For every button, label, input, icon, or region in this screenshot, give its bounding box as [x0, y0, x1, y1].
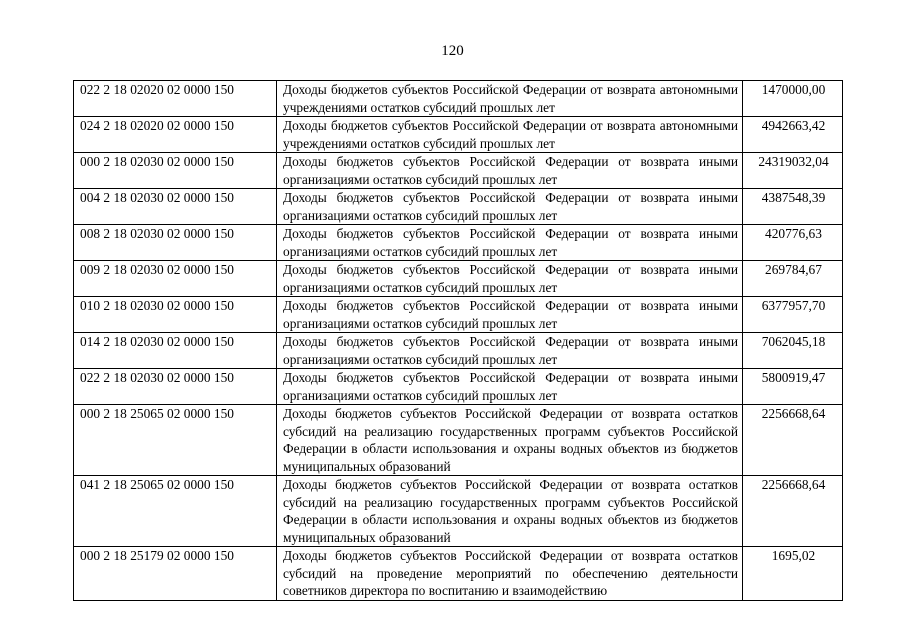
amount-cell: 420776,63	[743, 225, 843, 261]
classification-code-cell: 010 2 18 02030 02 0000 150	[74, 297, 277, 333]
amount-cell: 4387548,39	[743, 189, 843, 225]
revenue-name-cell: Доходы бюджетов субъектов Российской Федерации от возврата иными организациями остатков субсидий прошлых лет	[277, 189, 743, 225]
amount-cell: 4942663,42	[743, 117, 843, 153]
classification-code-cell: 004 2 18 02030 02 0000 150	[74, 189, 277, 225]
table-body	[74, 81, 843, 601]
amount-cell: 1695,02	[743, 547, 843, 601]
revenue-name-cell: Доходы бюджетов субъектов Российской Федерации от возврата иными организациями остатков субсидий прошлых лет	[277, 225, 743, 261]
amount-cell: 7062045,18	[743, 333, 843, 369]
classification-code-cell: 009 2 18 02030 02 0000 150	[74, 261, 277, 297]
revenue-name-cell: Доходы бюджетов субъектов Российской Федерации от возврата иными организациями остатков субсидий прошлых лет	[277, 153, 743, 189]
table-row	[74, 333, 843, 369]
table-row	[74, 261, 843, 297]
amount-cell: 2256668,64	[743, 405, 843, 476]
budget-revenue-table	[73, 80, 843, 601]
table-row	[74, 153, 843, 189]
classification-code-cell: 022 2 18 02030 02 0000 150	[74, 369, 277, 405]
amount-cell: 2256668,64	[743, 476, 843, 547]
revenue-name-cell: Доходы бюджетов субъектов Российской Федерации от возврата иными организациями остатков субсидий прошлых лет	[277, 261, 743, 297]
revenue-name-cell: Доходы бюджетов субъектов Российской Федерации от возврата остатков субсидий на реализацию государственных программ субъектов Российской Федерации в области использования и охраны водных объектов из бюджетов муниципальных образований	[277, 476, 743, 547]
page-number: 120	[441, 43, 464, 59]
amount-cell: 5800919,47	[743, 369, 843, 405]
classification-code-cell: 000 2 18 25179 02 0000 150	[74, 547, 277, 601]
revenue-name-cell: Доходы бюджетов субъектов Российской Федерации от возврата остатков субсидий на реализацию государственных программ субъектов Российской Федерации в области использования и охраны водных объектов из бюджетов муниципальных образований	[277, 405, 743, 476]
table-row	[74, 81, 843, 117]
amount-cell: 1470000,00	[743, 81, 843, 117]
amount-cell: 6377957,70	[743, 297, 843, 333]
table-row	[74, 297, 843, 333]
revenue-name-cell: Доходы бюджетов субъектов Российской Федерации от возврата остатков субсидий на проведение мероприятий по обеспечению деятельности советников директора по воспитанию и взаимодействию	[277, 547, 743, 601]
amount-cell: 269784,67	[743, 261, 843, 297]
classification-code-cell: 000 2 18 02030 02 0000 150	[74, 153, 277, 189]
table-row	[74, 369, 843, 405]
revenue-name-cell: Доходы бюджетов субъектов Российской Федерации от возврата иными организациями остатков субсидий прошлых лет	[277, 297, 743, 333]
table-row	[74, 405, 843, 476]
table-row	[74, 547, 843, 601]
revenue-name-cell: Доходы бюджетов субъектов Российской Федерации от возврата иными организациями остатков субсидий прошлых лет	[277, 369, 743, 405]
classification-code-cell: 008 2 18 02030 02 0000 150	[74, 225, 277, 261]
table-row	[74, 117, 843, 153]
table-row	[74, 225, 843, 261]
revenue-name-cell: Доходы бюджетов субъектов Российской Федерации от возврата иными организациями остатков субсидий прошлых лет	[277, 333, 743, 369]
table-row	[74, 189, 843, 225]
classification-code-cell: 041 2 18 25065 02 0000 150	[74, 476, 277, 547]
classification-code-cell: 000 2 18 25065 02 0000 150	[74, 405, 277, 476]
amount-cell: 24319032,04	[743, 153, 843, 189]
revenue-name-cell: Доходы бюджетов субъектов Российской Федерации от возврата автономными учреждениями остатков субсидий прошлых лет	[277, 117, 743, 153]
table-row	[74, 476, 843, 547]
classification-code-cell: 014 2 18 02030 02 0000 150	[74, 333, 277, 369]
classification-code-cell: 022 2 18 02020 02 0000 150	[74, 81, 277, 117]
revenue-name-cell: Доходы бюджетов субъектов Российской Федерации от возврата автономными учреждениями остатков субсидий прошлых лет	[277, 81, 743, 117]
classification-code-cell: 024 2 18 02020 02 0000 150	[74, 117, 277, 153]
